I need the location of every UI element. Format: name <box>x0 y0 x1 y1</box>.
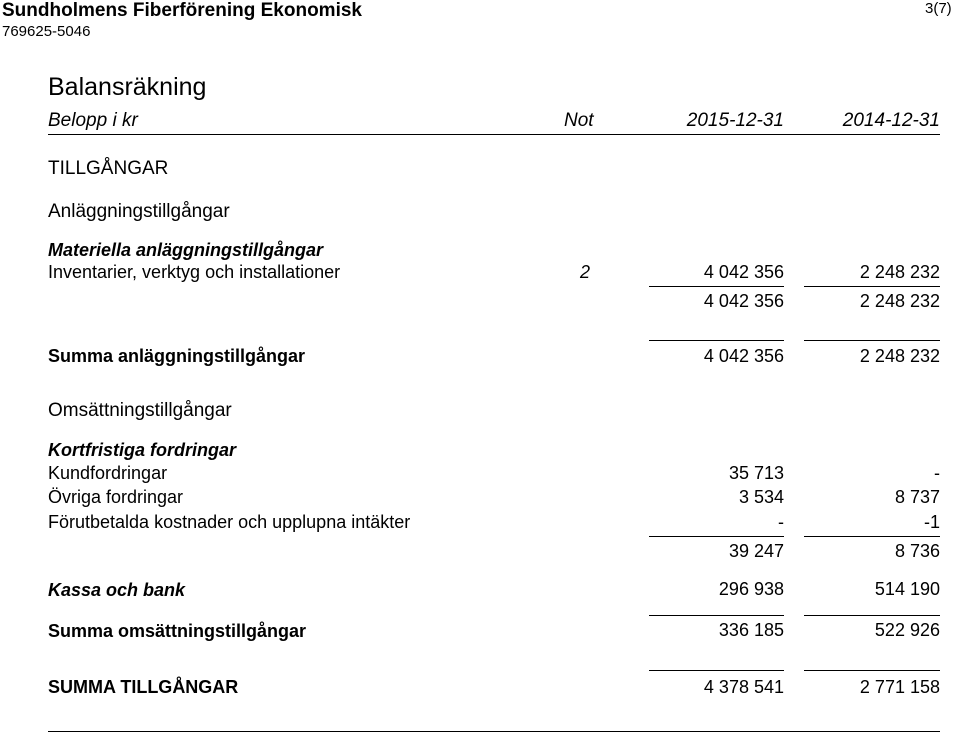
current-assets-total-label: Summa omsättningstillgångar <box>48 621 307 641</box>
receivable-row-label: Kundfordringar <box>48 463 168 483</box>
assets-heading: TILLGÅNGAR <box>48 158 169 179</box>
receivable-row-label: Övriga fordringar <box>48 487 184 507</box>
cash-value-2015: 296 938 <box>718 579 784 599</box>
current-assets-total-2014: 522 926 <box>874 620 940 640</box>
tangible-assets-heading: Materiella anläggningstillgångar <box>48 240 324 260</box>
column-header-note: Not <box>564 110 594 131</box>
receivables-subtotal-2014: 8 736 <box>894 541 940 561</box>
column-header-year1: 2015-12-31 <box>686 110 784 131</box>
receivable-row-2014: -1 <box>923 512 940 532</box>
receivable-row-2015: 3 534 <box>738 487 784 507</box>
sum-rule <box>649 340 784 341</box>
assets-grand-total-2014: 2 771 158 <box>859 677 940 697</box>
sum-rule <box>649 286 784 287</box>
column-header-year2: 2014-12-31 <box>842 110 940 131</box>
sum-rule <box>649 670 784 671</box>
current-assets-heading: Omsättningstillgångar <box>48 400 232 421</box>
fixed-assets-heading: Anläggningstillgångar <box>48 201 230 222</box>
sum-rule <box>804 670 940 671</box>
sum-rule <box>649 536 784 537</box>
tangible-subtotal-2014: 2 248 232 <box>859 291 940 311</box>
cash-value-2014: 514 190 <box>874 579 940 599</box>
column-header-amount: Belopp i kr <box>48 110 138 131</box>
inventory-label: Inventarier, verktyg och installationer <box>48 262 341 282</box>
tangible-subtotal-2015: 4 042 356 <box>703 291 784 311</box>
receivable-row-2015: 35 713 <box>728 463 784 483</box>
page-number: 3(7) <box>925 0 952 17</box>
header-rule <box>48 134 940 135</box>
fixed-assets-total-2015: 4 042 356 <box>703 346 784 366</box>
receivables-heading: Kortfristiga fordringar <box>48 440 237 460</box>
inventory-value-2015: 4 042 356 <box>703 262 784 282</box>
organization-number: 769625-5046 <box>2 23 91 40</box>
receivable-row-2014: 8 737 <box>894 487 940 507</box>
footer-rule <box>48 731 940 732</box>
inventory-value-2014: 2 248 232 <box>859 262 940 282</box>
fixed-assets-total-2014: 2 248 232 <box>859 346 940 366</box>
sum-rule <box>804 286 940 287</box>
receivable-row-2015: - <box>778 512 784 532</box>
receivables-subtotal-2015: 39 247 <box>728 541 784 561</box>
sum-rule <box>804 340 940 341</box>
sum-rule <box>649 615 784 616</box>
report-title: Balansräkning <box>48 73 207 101</box>
sum-rule <box>804 615 940 616</box>
current-assets-total-2015: 336 185 <box>718 620 784 640</box>
assets-grand-total-2015: 4 378 541 <box>703 677 784 697</box>
inventory-note: 2 <box>579 262 590 282</box>
organization-name: Sundholmens Fiberförening Ekonomisk <box>2 0 362 21</box>
fixed-assets-total-label: Summa anläggningstillgångar <box>48 346 306 366</box>
receivable-row-label: Förutbetalda kostnader och upplupna intäkter <box>48 512 411 532</box>
cash-label: Kassa och bank <box>48 580 186 600</box>
assets-grand-total-label: SUMMA TILLGÅNGAR <box>48 677 239 697</box>
receivable-row-2014: - <box>934 463 940 483</box>
sum-rule <box>804 536 940 537</box>
